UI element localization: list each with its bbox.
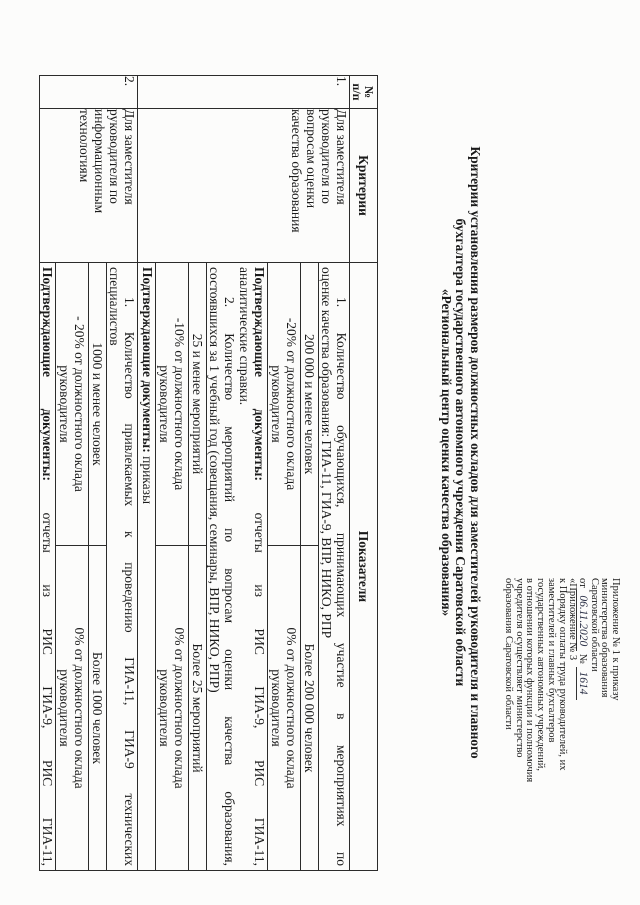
threshold-option: [56, 263, 106, 546]
criteria-line: информационным: [92, 109, 107, 214]
supporting-documents-label: Подтверждающие документы:: [40, 267, 55, 481]
supporting-documents: [40, 263, 55, 870]
header-number-line: п/п: [350, 83, 365, 101]
supporting-documents-text: отчеты из РИС ГИА-9, РИС ГИА-11,: [252, 512, 267, 866]
row-number: 2.: [40, 76, 138, 109]
header-criteria: Критерии: [350, 109, 378, 263]
supporting-documents-text: приказы: [140, 456, 155, 505]
appendix-block: [502, 578, 620, 878]
header-number-line: №: [362, 85, 377, 99]
threshold-value-line: -20% от должностного оклада: [284, 317, 299, 491]
row-number: 1.: [138, 76, 350, 109]
threshold-value: [268, 546, 300, 870]
threshold-value: [56, 263, 88, 545]
annex-line: государственных автономных учреждений,: [535, 578, 547, 771]
indicator: [237, 263, 349, 870]
threshold-condition: Более 1000 человек: [88, 546, 106, 870]
row-indicators: [138, 263, 350, 871]
threshold-value-line: 0% от должностного оклада: [172, 627, 187, 789]
annex-line: в отношении которых функции и полномочия: [524, 578, 536, 783]
supporting-documents-text: отчеты из РИС ГИА-9, РИС ГИА-11,: [40, 512, 55, 866]
threshold-table: [267, 263, 319, 870]
criteria-line: Для заместителя: [122, 109, 137, 205]
row-criteria: [40, 109, 138, 263]
threshold-value: [156, 263, 188, 545]
table-header-row: [350, 76, 378, 871]
order-reference: [577, 578, 588, 878]
supporting-documents: [252, 263, 267, 870]
supporting-documents-label: Подтверждающие документы:: [252, 267, 267, 481]
threshold-value-line: 0% от должностного оклада: [284, 627, 299, 789]
indicator-text-line: специалистов: [107, 267, 122, 346]
threshold-value-line: руководителя: [157, 669, 172, 747]
appendix-line: Саратовской области: [588, 578, 600, 672]
header-indicators: Показатели: [350, 263, 378, 871]
appendix-line: министерства образования: [599, 578, 611, 698]
criteria-line: руководителя по: [107, 109, 122, 204]
order-number-label: №: [576, 653, 588, 664]
threshold-table: [155, 263, 207, 870]
header-number: [350, 76, 378, 109]
table-row: [40, 76, 138, 871]
title-line: бухгалтера государственного автономного учреждения Саратовской области: [453, 218, 469, 687]
order-from-label: от: [576, 578, 588, 588]
indicator: [40, 263, 137, 870]
threshold-condition: 200 000 и менее человек: [300, 263, 318, 545]
threshold-condition: 25 и менее мероприятий: [188, 263, 206, 545]
criteria-line: Для заместителя: [334, 109, 349, 205]
supporting-documents: [140, 263, 155, 870]
supporting-documents-text: аналитические справки.: [237, 267, 252, 406]
threshold-value-line: - 20% от должностного оклада: [72, 316, 87, 492]
threshold-option: [156, 263, 206, 546]
order-number: 1614: [576, 667, 589, 700]
threshold-value: [268, 263, 300, 545]
annex-line: заместителей и главных бухгалтеров: [545, 578, 557, 743]
threshold-value: [56, 546, 88, 870]
threshold-option: [268, 263, 318, 546]
indicator-text-line: 1. Количество обучающихся, принимающих участие в мероприятиях по: [334, 297, 349, 866]
threshold-value-line: руководителя: [157, 365, 172, 443]
criteria-line: качества образования: [289, 109, 304, 233]
indicator-text-line: 2. Количество мероприятий по вопросам оценки качества образования,: [222, 297, 237, 866]
document-title: [439, 0, 483, 905]
indicator-text-line: оценке качества образования: ГИА-11, ГИА-9, ВПР, НИКО, РПР: [319, 267, 334, 639]
threshold-option: [268, 546, 318, 870]
threshold-value-line: руководителя: [57, 669, 72, 747]
threshold-table: [55, 263, 107, 870]
title-line: Критерии установления размеров должностных окладов для заместителей руководителя и главного: [468, 146, 483, 759]
annex-line: «Приложение № 3: [567, 578, 579, 661]
threshold-condition: 1000 и менее человек: [88, 263, 106, 545]
threshold-condition: Более 25 мероприятий: [188, 546, 206, 870]
threshold-value-line: руководителя: [269, 365, 284, 443]
criteria-line: вопросам оценки: [304, 109, 319, 209]
order-date: 06.11.2020: [576, 590, 589, 651]
row-indicators: [40, 263, 138, 871]
threshold-option: [156, 546, 206, 870]
criteria-table: [39, 75, 378, 871]
threshold-value-line: руководителя: [269, 669, 284, 747]
supporting-documents-label: Подтверждающие документы:: [140, 267, 155, 453]
annex-line: образования Саратовской области: [503, 578, 515, 730]
threshold-condition: Более 200 000 человек: [300, 546, 318, 870]
indicator-text-line: состоявшихся за 1 учебный год (совещания, семинары, ВПР, НИКО, РПР): [207, 267, 222, 693]
title-line: «Региональный центр оценки качества образования»: [439, 288, 454, 617]
annex-line: к Порядку оплаты труда руководителей, их: [556, 578, 568, 771]
threshold-value-line: руководителя: [57, 365, 72, 443]
indicator: [140, 263, 237, 870]
threshold-value: [156, 546, 188, 870]
criteria-line: руководителя по: [319, 109, 334, 204]
table-row: [138, 76, 350, 871]
threshold-option: [56, 546, 106, 870]
appendix-line: Приложение № 1 к приказу: [610, 578, 621, 701]
indicator-text-line: 1. Количество привлекаемых к проведению ГИА-11, ГИА-9 технических: [122, 297, 137, 866]
row-criteria: [138, 109, 350, 263]
criteria-line: технологиям: [77, 109, 92, 183]
threshold-value-line: -10% от должностного оклада: [172, 317, 187, 491]
annex-line: учредителя осуществляет министерство: [513, 578, 525, 758]
threshold-value-line: 0% от должностного оклада: [72, 627, 87, 789]
